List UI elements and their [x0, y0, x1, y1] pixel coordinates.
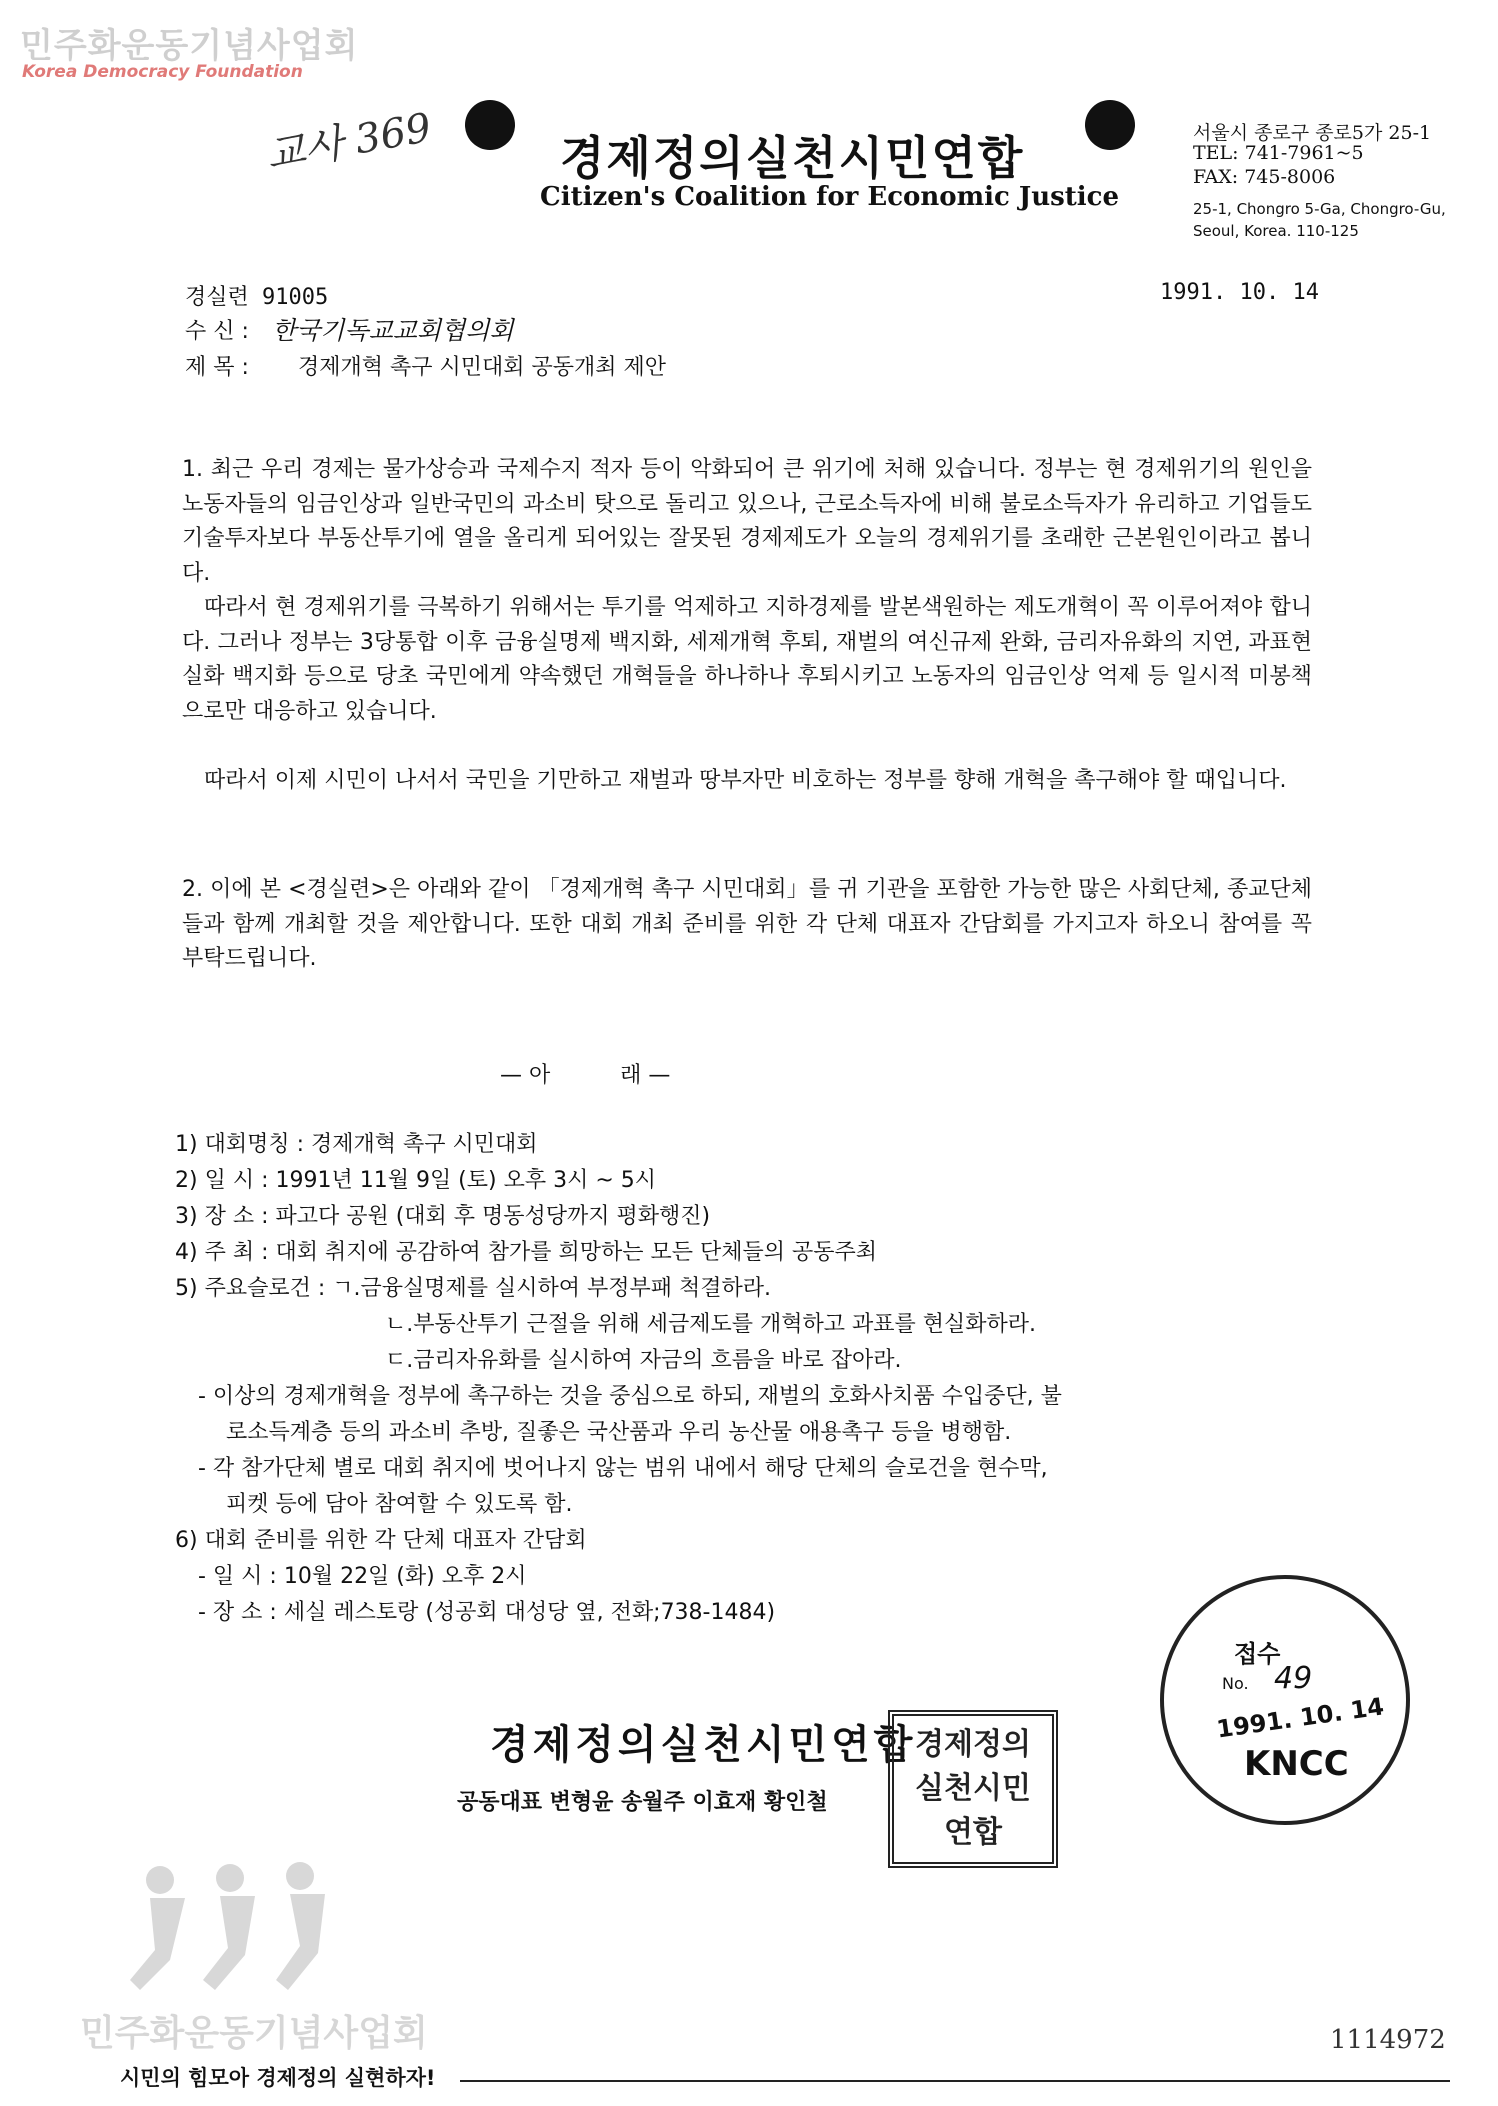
item-event-host: 4) 주 최 : 대회 취지에 공감하여 참가를 희망하는 모든 단체들의 공동주최 — [175, 1240, 877, 1265]
address-korean: 서울시 종로구 종로5가 25-1 — [1193, 122, 1432, 144]
official-seal — [888, 1710, 1058, 1868]
address-english-line2: Seoul, Korea. 110-125 — [1193, 222, 1359, 240]
stamp-number-label: No. — [1222, 1674, 1249, 1693]
item-slogan-2: ㄴ.부동산투기 근절을 위해 세금제도를 개혁하고 과표를 현실화하라. — [385, 1312, 1037, 1337]
footer-rule — [460, 2080, 1450, 2082]
item-meeting-place: - 장 소 : 세실 레스토랑 (성공회 대성당 옆, 전화;738-1484) — [198, 1600, 776, 1625]
paragraph-2: 따라서 현 경제위기를 극복하기 위해서는 투기를 억제하고 지하경제를 발본색원하는 제도개혁이 꼭 이루어져야 합니다. 그러나 정부는 3당통합 이후 금융실명제 백지화, 세제개혁 후퇴, 재벌의 여신규제 완화, 금리자유화의 지연, 과표현실화 백지화 등으로 당초 국민에게 약속했던 개혁들을 하나하나 후퇴시키고 노동자의 임금인상 억제 등 일시적 미봉책으로만 대응하고 있습니다. — [182, 595, 1312, 724]
item-event-place: 3) 장 소 : 파고다 공원 (대회 후 명동성당까지 평화행진) — [175, 1204, 711, 1229]
subject-text: 경제개혁 촉구 시민대회 공동개최 제안 — [298, 355, 667, 380]
address-english-line1: 25-1, Chongro 5-Ga, Chongro-Gu, — [1193, 200, 1446, 218]
item-note-1b: 로소득계층 등의 과소비 추방, 질좋은 국산품과 우리 농산물 애용촉구 등을 병행함. — [226, 1420, 1012, 1445]
footer-slogan: 시민의 힘모아 경제정의 실현하자! — [120, 2066, 436, 2090]
signature-representatives: 공동대표 변형윤 송월주 이효재 황인철 — [457, 1790, 828, 1815]
item-event-date: 2) 일 시 : 1991년 11월 9일 (토) 오후 3시 ~ 5시 — [175, 1168, 657, 1193]
page-id: 1114972 — [1330, 2025, 1446, 2055]
org-name-english: Citizen's Coalition for Economic Justice — [540, 182, 1120, 212]
notice-heading: — 아 래 — — [500, 1063, 671, 1088]
org-name-korean: 경제정의실천시민연합 — [560, 131, 1025, 185]
watermark-title: 민주화운동기념사업회 — [20, 26, 359, 66]
paragraph-1: 1. 최근 우리 경제는 물가상승과 국제수지 적자 등이 악화되어 큰 위기에 처해 있습니다. 정부는 현 경제위기의 원인을 노동자들의 임금인상과 일반국민의 과소비 탓으로 돌리고 있으나, 근로소득자에 비해 불로소득자가 유리하고 기업들도 기술투자보다 부동산투기에 열을 올리게 되어있는 잘못된 경제제도가 오늘의 경제위기를 초래한 근본원인이라고 봅니다. — [182, 457, 1312, 586]
letterhead-dot-left — [465, 100, 515, 150]
item-note-2b: 피켓 등에 담아 참여할 수 있도록 함. — [226, 1492, 573, 1517]
subject-label: 제 목 : — [185, 355, 249, 380]
handwritten-note: 교사 369 — [262, 104, 435, 180]
stamp-org: KNCC — [1244, 1744, 1349, 1784]
item-slogan-1: 5) 주요슬로건 : ㄱ.금융실명제를 실시하여 부정부패 척결하라. — [175, 1276, 771, 1301]
recipient-handwritten: 한국기독교교회협의회 — [272, 316, 514, 345]
document-number: 경실련 91005 — [185, 285, 329, 310]
item-note-2a: - 각 참가단체 별로 대회 취지에 벗어나지 않는 범위 내에서 해당 단체의 슬로건을 현수막, — [198, 1456, 1048, 1481]
item-meeting-date: - 일 시 : 10월 22일 (화) 오후 2시 — [198, 1564, 527, 1589]
item-slogan-3: ㄷ.금리자유화를 실시하여 자금의 흐름을 바로 잡아라. — [385, 1348, 902, 1373]
item-event-name: 1) 대회명칭 : 경제개혁 촉구 시민대회 — [175, 1132, 538, 1157]
document-date: 1991. 10. 14 — [1160, 280, 1319, 305]
signature-org: 경제정의실천시민연합 — [490, 1721, 917, 1768]
stamp-label: 접수 — [1234, 1640, 1281, 1668]
item-note-1a: - 이상의 경제개혁을 정부에 촉구하는 것을 중심으로 하되, 재벌의 호화사치품 수입중단, 불 — [198, 1384, 1062, 1409]
official-seal-text: 경제정의실천시민연합 — [915, 1727, 1031, 1850]
watermark-bottom-title: 민주화운동기념사업회 — [80, 2013, 428, 2054]
fax: FAX: 745-8006 — [1193, 166, 1336, 188]
item-meeting: 6) 대회 준비를 위한 각 단체 대표자 간담회 — [175, 1528, 587, 1553]
stamp-number: 49 — [1274, 1661, 1313, 1696]
recipient-label: 수 신 : — [185, 319, 249, 344]
letterhead-dot-right — [1085, 100, 1135, 150]
watermark-subtitle: Korea Democracy Foundation — [22, 62, 303, 82]
stamp-date: 1991. 10. 14 — [1214, 1692, 1386, 1744]
watermark-runners-logo — [100, 1850, 400, 2000]
paragraph-3: 따라서 이제 시민이 나서서 국민을 기만하고 재벌과 땅부자만 비호하는 정부를 향해 개혁을 촉구해야 할 때입니다. — [204, 768, 1287, 793]
paragraph-4: 2. 이에 본 <경실련>은 아래와 같이 「경제개혁 촉구 시민대회」를 귀 기관을 포함한 가능한 많은 사회단체, 종교단체들과 함께 개최할 것을 제안합니다. 또한 대회 개최 준비를 위한 각 단체 대표자 간담회를 가지고자 하오니 참여를 꼭 부탁드립니다. — [182, 877, 1312, 971]
receipt-stamp — [1160, 1575, 1410, 1825]
telephone: TEL: 741-7961~5 — [1193, 142, 1364, 164]
